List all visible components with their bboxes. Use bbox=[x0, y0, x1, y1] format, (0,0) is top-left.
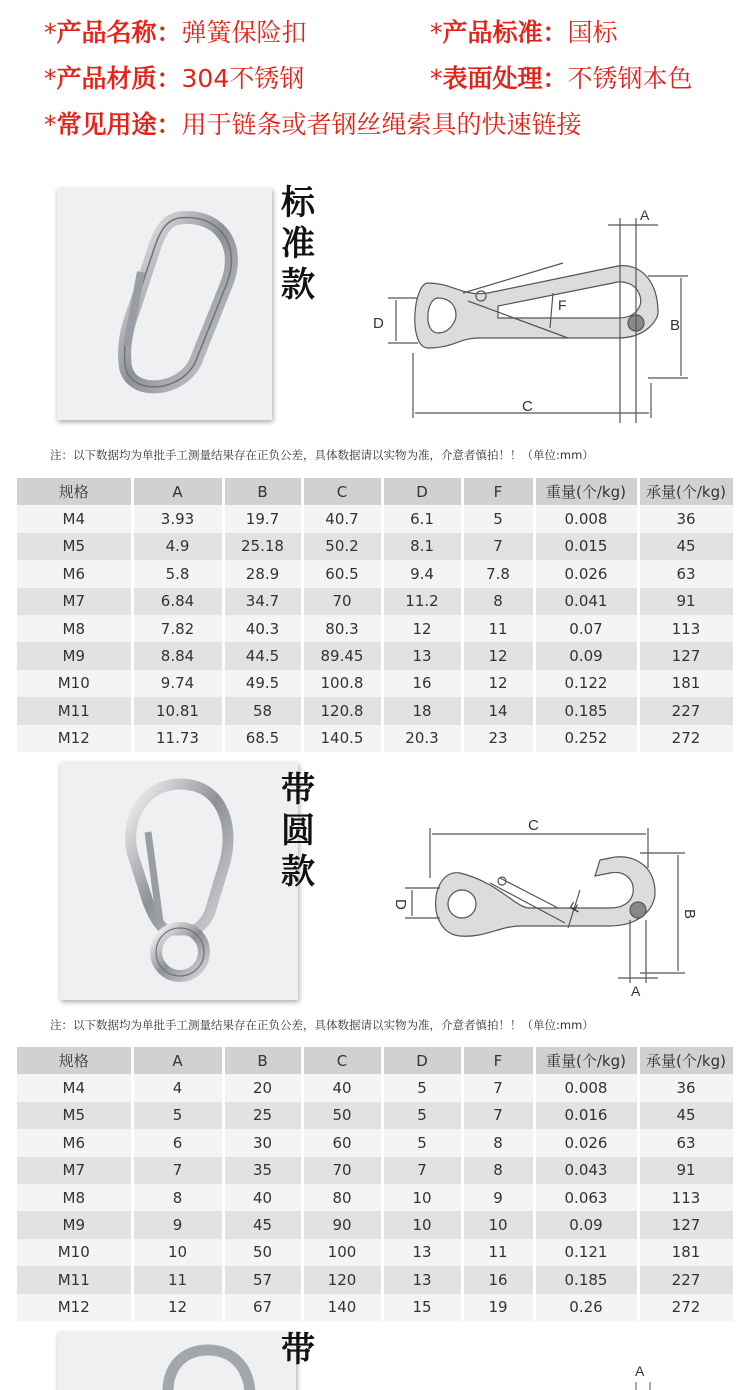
table-cell: 11.2 bbox=[382, 588, 462, 615]
table-cell: 70 bbox=[302, 588, 382, 615]
table-cell: 80.3 bbox=[302, 615, 382, 642]
table-cell: 6.84 bbox=[132, 588, 223, 615]
table-cell: M7 bbox=[17, 588, 132, 615]
product-photo-standard bbox=[57, 188, 272, 420]
table-cell: 5 bbox=[462, 505, 534, 532]
table-cell: 45 bbox=[223, 1211, 302, 1238]
table-cell: 100.8 bbox=[302, 670, 382, 697]
table-cell: 20.3 bbox=[382, 725, 462, 752]
table-cell: 0.26 bbox=[534, 1294, 638, 1321]
dim-label-f: F bbox=[558, 297, 567, 313]
table-cell: 50.2 bbox=[302, 533, 382, 560]
table-cell: 6.1 bbox=[382, 505, 462, 532]
table-cell: 0.09 bbox=[534, 642, 638, 669]
table-cell: M10 bbox=[17, 1239, 132, 1266]
table-cell: 0.09 bbox=[534, 1211, 638, 1238]
column-header: C bbox=[302, 478, 382, 505]
table-cell: 63 bbox=[638, 560, 734, 587]
column-header: A bbox=[132, 478, 223, 505]
table-cell: 25.18 bbox=[223, 533, 302, 560]
table-cell: 44.5 bbox=[223, 642, 302, 669]
table-cell: 91 bbox=[638, 1157, 734, 1184]
table-cell: M5 bbox=[17, 533, 132, 560]
column-header: B bbox=[223, 1047, 302, 1074]
table-cell: M5 bbox=[17, 1102, 132, 1129]
section-title-third: 带 bbox=[281, 1330, 315, 1370]
table-cell: 18 bbox=[382, 697, 462, 724]
column-header: 规格 bbox=[17, 1047, 132, 1074]
table-cell: 60 bbox=[302, 1129, 382, 1156]
table-cell: 7 bbox=[132, 1157, 223, 1184]
table-cell: 0.063 bbox=[534, 1184, 638, 1211]
table-cell: 100 bbox=[302, 1239, 382, 1266]
table-cell: 181 bbox=[638, 1239, 734, 1266]
table-cell: 12 bbox=[132, 1294, 223, 1321]
table-row bbox=[17, 560, 734, 587]
table-cell: 4 bbox=[132, 1074, 223, 1101]
table-cell: 10 bbox=[382, 1184, 462, 1211]
table-cell: 91 bbox=[638, 588, 734, 615]
table-row bbox=[17, 1294, 734, 1321]
table-cell: 8 bbox=[462, 1157, 534, 1184]
table-cell: 227 bbox=[638, 1266, 734, 1293]
table-cell: 227 bbox=[638, 697, 734, 724]
table-cell: M9 bbox=[17, 1211, 132, 1238]
table-header-row bbox=[17, 1047, 734, 1074]
section-title-eyelet: 带圆款 bbox=[281, 770, 315, 892]
table-cell: 9.74 bbox=[132, 670, 223, 697]
section-title-standard: 标准款 bbox=[281, 183, 315, 305]
dim-label-a: A bbox=[640, 207, 650, 223]
table-cell: 7 bbox=[462, 1102, 534, 1129]
table-cell: 8 bbox=[462, 1129, 534, 1156]
table-cell: 0.043 bbox=[534, 1157, 638, 1184]
table-cell: 15 bbox=[382, 1294, 462, 1321]
table-cell: 0.185 bbox=[534, 697, 638, 724]
table-cell: M10 bbox=[17, 670, 132, 697]
table-cell: 12 bbox=[382, 615, 462, 642]
table-cell: 9 bbox=[132, 1211, 223, 1238]
table-cell: 13 bbox=[382, 642, 462, 669]
table-cell: 60.5 bbox=[302, 560, 382, 587]
column-header: D bbox=[382, 478, 462, 505]
table-cell: 45 bbox=[638, 1102, 734, 1129]
table-row bbox=[17, 1239, 734, 1266]
spec-table-standard bbox=[17, 478, 736, 752]
table-cell: 9 bbox=[462, 1184, 534, 1211]
carabiner-standard-image bbox=[57, 188, 272, 420]
table-row bbox=[17, 697, 734, 724]
table-row bbox=[17, 670, 734, 697]
dim-label-c-2: C bbox=[528, 817, 539, 834]
dim-label-d-2: D bbox=[392, 899, 409, 910]
table-cell: 40 bbox=[302, 1074, 382, 1101]
table-cell: 49.5 bbox=[223, 670, 302, 697]
table-cell: 113 bbox=[638, 615, 734, 642]
table-cell: 10.81 bbox=[132, 697, 223, 724]
table-cell: 0.121 bbox=[534, 1239, 638, 1266]
spec-table-eyelet bbox=[17, 1047, 736, 1321]
table-row bbox=[17, 588, 734, 615]
table-cell: 5 bbox=[382, 1129, 462, 1156]
table-cell: 16 bbox=[462, 1266, 534, 1293]
measurement-note-1: 注：以下数据均为单批手工测量结果存在正负公差，具体数据请以实物为准，介意者慎拍！！（单位:mm） bbox=[50, 448, 594, 462]
table-cell: 19 bbox=[462, 1294, 534, 1321]
table-cell: 10 bbox=[382, 1211, 462, 1238]
table-cell: 10 bbox=[462, 1211, 534, 1238]
table-cell: 8 bbox=[462, 588, 534, 615]
dim-label-c: C bbox=[522, 398, 533, 415]
dim-label-f-2: F bbox=[566, 899, 585, 915]
table-row bbox=[17, 533, 734, 560]
table-cell: 127 bbox=[638, 1211, 734, 1238]
table-cell: M4 bbox=[17, 505, 132, 532]
table-cell: 57 bbox=[223, 1266, 302, 1293]
table-cell: 11 bbox=[132, 1266, 223, 1293]
table-cell: 0.026 bbox=[534, 560, 638, 587]
table-cell: 23 bbox=[462, 725, 534, 752]
column-header: 重量(个/kg) bbox=[534, 1047, 638, 1074]
table-cell: 67 bbox=[223, 1294, 302, 1321]
table-cell: 40.7 bbox=[302, 505, 382, 532]
table-cell: 28.9 bbox=[223, 560, 302, 587]
table-cell: 36 bbox=[638, 505, 734, 532]
table-cell: 14 bbox=[462, 697, 534, 724]
column-header: 承量(个/kg) bbox=[638, 478, 734, 505]
table-row bbox=[17, 1102, 734, 1129]
table-cell: 140.5 bbox=[302, 725, 382, 752]
dimension-drawing-standard bbox=[368, 198, 708, 423]
table-cell: 120 bbox=[302, 1266, 382, 1293]
table-cell: M12 bbox=[17, 1294, 132, 1321]
table-cell: 0.015 bbox=[534, 533, 638, 560]
table-cell: M7 bbox=[17, 1157, 132, 1184]
spec-material: *产品材质：304不锈钢 bbox=[44, 64, 305, 93]
table-cell: M4 bbox=[17, 1074, 132, 1101]
table-cell: M11 bbox=[17, 697, 132, 724]
table-cell: 70 bbox=[302, 1157, 382, 1184]
table-cell: 10 bbox=[132, 1239, 223, 1266]
table-cell: 0.008 bbox=[534, 1074, 638, 1101]
table-cell: 34.7 bbox=[223, 588, 302, 615]
table-cell: 8 bbox=[132, 1184, 223, 1211]
column-header: A bbox=[132, 1047, 223, 1074]
table-cell: 7.8 bbox=[462, 560, 534, 587]
dim-label-b: B bbox=[670, 317, 681, 334]
table-cell: 50 bbox=[223, 1239, 302, 1266]
table-cell: 0.008 bbox=[534, 505, 638, 532]
table-cell: 8.1 bbox=[382, 533, 462, 560]
carabiner-third-image bbox=[58, 1332, 296, 1390]
table-row bbox=[17, 505, 734, 532]
table-cell: 272 bbox=[638, 725, 734, 752]
column-header: F bbox=[462, 478, 534, 505]
measurement-note-2: 注：以下数据均为单批手工测量结果存在正负公差，具体数据请以实物为准，介意者慎拍！！（单位:mm） bbox=[50, 1018, 594, 1032]
table-cell: M8 bbox=[17, 1184, 132, 1211]
table-cell: 25 bbox=[223, 1102, 302, 1129]
table-cell: 40.3 bbox=[223, 615, 302, 642]
product-photo-eyelet bbox=[60, 762, 298, 1000]
table-cell: 5 bbox=[382, 1102, 462, 1129]
table-cell: 181 bbox=[638, 670, 734, 697]
table-cell: 13 bbox=[382, 1239, 462, 1266]
table-cell: 7.82 bbox=[132, 615, 223, 642]
table-row bbox=[17, 725, 734, 752]
spec-surface: *表面处理：不锈钢本色 bbox=[430, 64, 693, 93]
table-cell: 12 bbox=[462, 642, 534, 669]
column-header: F bbox=[462, 1047, 534, 1074]
table-cell: M11 bbox=[17, 1266, 132, 1293]
table-cell: 7 bbox=[462, 1074, 534, 1101]
table-cell: 4.9 bbox=[132, 533, 223, 560]
table-cell: 0.016 bbox=[534, 1102, 638, 1129]
table-cell: 63 bbox=[638, 1129, 734, 1156]
dim-label-d: D bbox=[373, 315, 384, 332]
table-cell: 7 bbox=[462, 533, 534, 560]
table-cell: 0.185 bbox=[534, 1266, 638, 1293]
table-cell: 8.84 bbox=[132, 642, 223, 669]
column-header: B bbox=[223, 478, 302, 505]
carabiner-eyelet-image bbox=[60, 762, 298, 1000]
table-cell: 80 bbox=[302, 1184, 382, 1211]
table-cell: 13 bbox=[382, 1266, 462, 1293]
table-cell: 140 bbox=[302, 1294, 382, 1321]
table-cell: 40 bbox=[223, 1184, 302, 1211]
table-cell: 5 bbox=[382, 1074, 462, 1101]
table-cell: M8 bbox=[17, 615, 132, 642]
table-row bbox=[17, 642, 734, 669]
table-row bbox=[17, 1129, 734, 1156]
table-cell: 30 bbox=[223, 1129, 302, 1156]
spec-usage: *常见用途：用于链条或者钢丝绳索具的快速链接 bbox=[44, 110, 582, 139]
table-cell: 11 bbox=[462, 615, 534, 642]
table-cell: 5 bbox=[132, 1102, 223, 1129]
column-header: 承量(个/kg) bbox=[638, 1047, 734, 1074]
dim-label-a-2: A bbox=[631, 983, 641, 999]
table-cell: M12 bbox=[17, 725, 132, 752]
table-cell: 7 bbox=[382, 1157, 462, 1184]
dim-label-a-3: A bbox=[635, 1363, 645, 1379]
table-cell: 0.252 bbox=[534, 725, 638, 752]
table-cell: 68.5 bbox=[223, 725, 302, 752]
table-cell: M9 bbox=[17, 642, 132, 669]
table-cell: 0.07 bbox=[534, 615, 638, 642]
table-cell: 6 bbox=[132, 1129, 223, 1156]
table-cell: 35 bbox=[223, 1157, 302, 1184]
table-cell: 5.8 bbox=[132, 560, 223, 587]
dimension-drawing-third bbox=[620, 1360, 680, 1390]
table-cell: 58 bbox=[223, 697, 302, 724]
table-cell: 16 bbox=[382, 670, 462, 697]
table-cell: 19.7 bbox=[223, 505, 302, 532]
table-cell: M6 bbox=[17, 560, 132, 587]
spec-product-standard: *产品标准：国标 bbox=[430, 18, 618, 47]
table-cell: 36 bbox=[638, 1074, 734, 1101]
table-cell: 0.041 bbox=[534, 588, 638, 615]
table-cell: 120.8 bbox=[302, 697, 382, 724]
table-cell: 11 bbox=[462, 1239, 534, 1266]
table-cell: 113 bbox=[638, 1184, 734, 1211]
table-cell: 9.4 bbox=[382, 560, 462, 587]
product-photo-third bbox=[58, 1332, 296, 1390]
table-cell: 50 bbox=[302, 1102, 382, 1129]
spec-product-name: *产品名称：弹簧保险扣 bbox=[44, 18, 307, 47]
table-cell: 3.93 bbox=[132, 505, 223, 532]
column-header: 规格 bbox=[17, 478, 132, 505]
column-header: 重量(个/kg) bbox=[534, 478, 638, 505]
table-cell: 127 bbox=[638, 642, 734, 669]
table-row bbox=[17, 1184, 734, 1211]
table-cell: 0.026 bbox=[534, 1129, 638, 1156]
column-header: D bbox=[382, 1047, 462, 1074]
table-header-row bbox=[17, 478, 734, 505]
dimension-drawing-eyelet bbox=[390, 808, 720, 1003]
table-cell: 11.73 bbox=[132, 725, 223, 752]
dim-label-b-2: B bbox=[681, 909, 698, 920]
table-cell: 0.122 bbox=[534, 670, 638, 697]
table-row bbox=[17, 1266, 734, 1293]
table-cell: 272 bbox=[638, 1294, 734, 1321]
table-cell: 89.45 bbox=[302, 642, 382, 669]
table-cell: M6 bbox=[17, 1129, 132, 1156]
table-row bbox=[17, 1157, 734, 1184]
column-header: C bbox=[302, 1047, 382, 1074]
table-row bbox=[17, 615, 734, 642]
table-cell: 45 bbox=[638, 533, 734, 560]
table-cell: 12 bbox=[462, 670, 534, 697]
table-row bbox=[17, 1074, 734, 1101]
table-cell: 90 bbox=[302, 1211, 382, 1238]
table-cell: 20 bbox=[223, 1074, 302, 1101]
table-row bbox=[17, 1211, 734, 1238]
